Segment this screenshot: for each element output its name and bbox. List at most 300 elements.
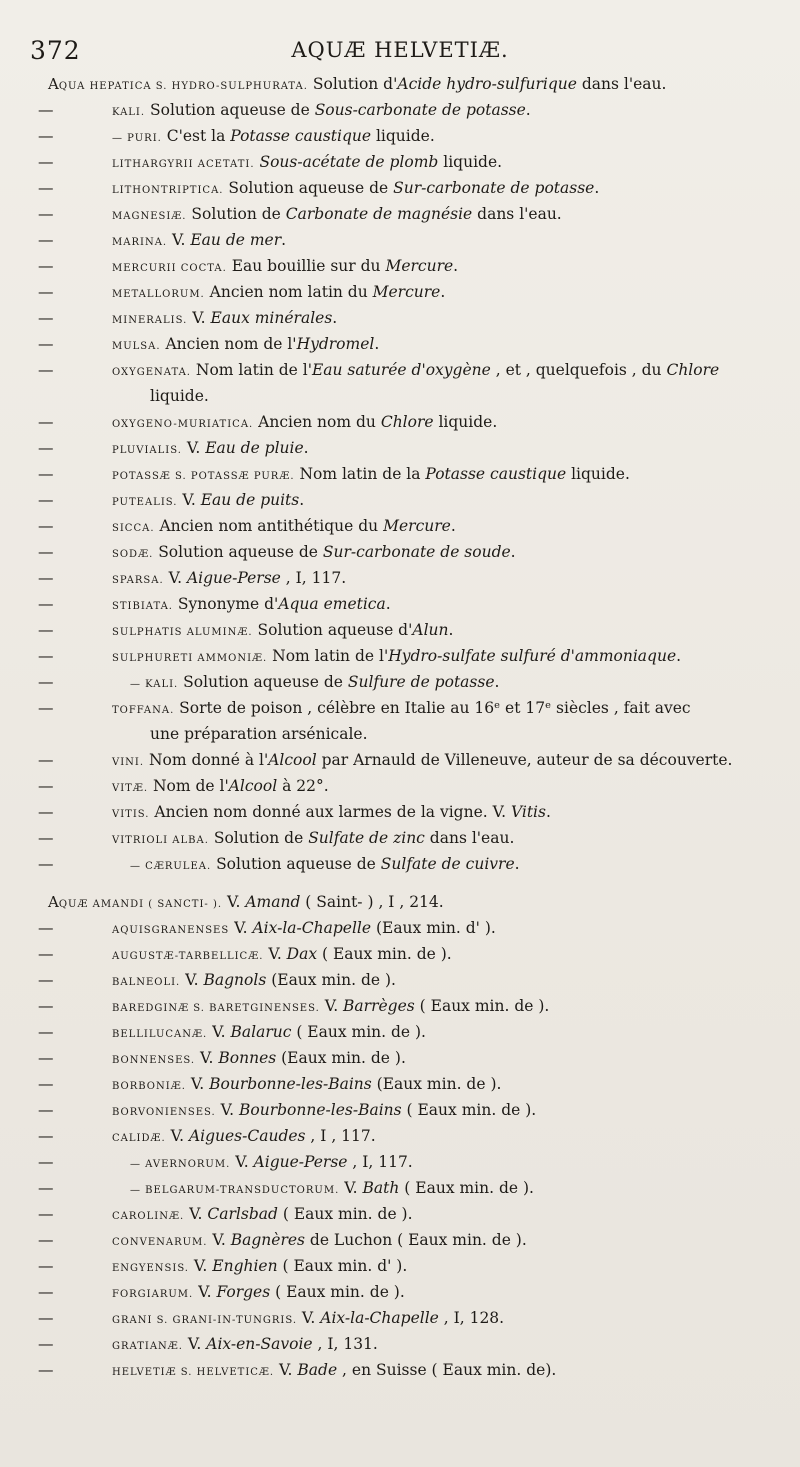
definition-tail: ( Eaux min. de ). — [401, 1101, 537, 1119]
entry-text — [112, 123, 435, 152]
entry-dash: — — [38, 205, 54, 223]
entry-line — [0, 1201, 800, 1227]
headword: GRATIANÆ. — [112, 1341, 183, 1352]
definition-tail: , et , quelquefois , du — [490, 361, 667, 379]
reference-term: Balaruc — [230, 1023, 292, 1041]
entry-text — [112, 1123, 376, 1152]
entry-line — [0, 915, 800, 941]
reference-term: Aigue-Perse — [186, 569, 281, 587]
entry-line — [0, 941, 800, 967]
reference-term: Mercure — [372, 283, 441, 301]
definition-tail: . — [594, 179, 600, 197]
entry-text — [112, 617, 453, 646]
entry-text — [112, 1227, 527, 1256]
entry-text — [112, 435, 309, 464]
entry-line — [0, 591, 800, 617]
definition-text: V. — [177, 491, 201, 509]
definition-text: Solution aqueuse d' — [252, 621, 413, 639]
definition-tail: ( Eaux min. de ). — [291, 1023, 426, 1041]
entry-dash: — — [38, 945, 54, 963]
headword: LITHARGYRII ACETATI. — [112, 159, 255, 170]
headword: OXYGENATA. — [112, 367, 191, 378]
entry-dash: — — [38, 1231, 54, 1249]
definition-tail: . — [545, 803, 551, 821]
entry-text — [130, 669, 499, 698]
entry-dash: — — [38, 919, 54, 937]
headword: VITRIOLI ALBA. — [112, 835, 209, 846]
reference-term: Bonnes — [218, 1049, 277, 1067]
headword: BONNENSES. — [112, 1055, 196, 1066]
headword-smallcaps: QUA — [58, 81, 86, 92]
entry-text — [112, 539, 516, 568]
entry-dash: — — [38, 413, 54, 431]
headword: GRANI S. GRANI-IN-TUNGRIS. — [112, 1315, 297, 1326]
reference-term: Eaux minérales — [210, 309, 333, 327]
reference-term: Mercure — [383, 517, 451, 535]
entry-text — [130, 1149, 413, 1178]
headword: BORBONIÆ. — [112, 1081, 186, 1092]
entry-line — [0, 851, 800, 877]
headword: VITIS. — [112, 809, 150, 820]
entry-line — [0, 643, 800, 669]
entry-dash: — — [38, 647, 54, 665]
definition-text: Nom latin de l' — [267, 647, 389, 665]
entry-text — [112, 97, 531, 126]
entry-line — [0, 1123, 800, 1149]
headword-initial: A — [48, 75, 59, 93]
definition-tail: . — [525, 101, 531, 119]
entry-line — [0, 1071, 800, 1097]
entry-text — [150, 383, 209, 409]
definition-text: V. — [167, 231, 191, 249]
entry-text — [112, 695, 691, 724]
headword: VITÆ. — [112, 783, 149, 794]
definition-text: Ancien nom du — [253, 413, 381, 431]
entry-line — [0, 253, 800, 279]
reference-term: Sulfate de zinc — [308, 829, 425, 847]
definition-tail: . — [374, 335, 380, 353]
reference-term: Aigue-Perse — [253, 1153, 348, 1171]
entry-text — [112, 993, 549, 1022]
entry-dash: — — [38, 101, 54, 119]
reference-term: Mercure — [385, 257, 454, 275]
entry-text — [112, 1071, 501, 1100]
headword: SODÆ. — [112, 549, 154, 560]
reference-term: Acide hydro-sulfurique — [397, 75, 577, 93]
entry-text — [112, 747, 732, 776]
entry-text — [112, 941, 452, 970]
definition-tail: dans l'eau. — [472, 205, 562, 223]
definition-text: V. — [193, 1283, 217, 1301]
entry-line — [0, 149, 800, 175]
definition-tail: . — [453, 257, 459, 275]
headword: — KALI. — [130, 679, 179, 690]
definition-text: V. — [163, 569, 187, 587]
headword-smallcaps: QUÆ — [58, 899, 89, 910]
headword: HELVETIÆ S. HELVETICÆ. — [112, 1367, 275, 1378]
entry-line — [0, 993, 800, 1019]
definition-tail: par Arnauld de Villeneuve, auteur de sa découverte. — [316, 751, 733, 769]
definition-text: Solution de — [186, 205, 286, 223]
page-number: 372 — [30, 36, 81, 65]
entry-line — [0, 487, 800, 513]
headword: BALNEOLI. — [112, 977, 181, 988]
entry-dash: — — [38, 1335, 54, 1353]
entry-text — [112, 1305, 504, 1334]
headword: STIBIATA. — [112, 601, 173, 612]
entry-dash: — — [38, 309, 54, 327]
entry-text — [112, 1019, 426, 1048]
headword: — BELGARUM-TRANSDUCTORUM. — [130, 1185, 340, 1196]
reference-term: Bagnols — [203, 971, 267, 989]
entry-line — [0, 123, 800, 149]
headword: CAROLINÆ. — [112, 1211, 185, 1222]
reference-term: Bagnères — [230, 1231, 305, 1249]
reference-term: Eau de mer — [190, 231, 282, 249]
definition-text: Solution aqueuse de — [153, 543, 323, 561]
entry-dash: — — [38, 283, 54, 301]
definition-tail: , I , 117. — [305, 1127, 376, 1145]
entry-dash: — — [38, 829, 54, 847]
definition-text: V. — [339, 1179, 363, 1197]
reference-term: Aix-la-Chapelle — [320, 1309, 439, 1327]
entry-text — [112, 253, 458, 282]
definition-tail: . — [385, 595, 391, 613]
definition-text: V. — [230, 1153, 254, 1171]
entry-line — [0, 331, 800, 357]
headword: PLUVIALIS. — [112, 445, 182, 456]
reference-term: Sous-carbonate de potasse — [314, 101, 526, 119]
headword: MULSA. — [112, 341, 161, 352]
entry-text — [112, 279, 445, 308]
definition-tail: liquide. — [566, 465, 630, 483]
headword: — AVERNORUM. — [130, 1159, 231, 1170]
entry-text — [112, 1279, 405, 1308]
definition-text: V. — [207, 1231, 231, 1249]
definition-text: V. — [222, 893, 246, 911]
entry-dash: — — [38, 543, 54, 561]
headword: AQUISGRANENSES — [112, 925, 230, 936]
entry-line — [0, 1279, 800, 1305]
entry-line — [0, 565, 800, 591]
definition-tail: (Eaux min. de ). — [266, 971, 396, 989]
definition-tail: (Eaux min. d' ). — [371, 919, 496, 937]
headword: MERCURII COCTA. — [112, 263, 227, 274]
entry-text — [130, 851, 520, 880]
entry-line — [0, 97, 800, 123]
entry-line — [0, 669, 800, 695]
entry-text — [112, 461, 630, 490]
definition-text: Solution de — [208, 829, 309, 847]
entry-dash: — — [38, 673, 54, 691]
reference-term: Sulfure de potasse — [347, 673, 495, 691]
reference-term: Potasse caustique — [230, 127, 372, 145]
reference-term: Eau de puits — [200, 491, 300, 509]
entry-text — [112, 591, 391, 620]
definition-tail: . — [303, 439, 309, 457]
reference-term: Sulfate de cuivre — [380, 855, 515, 873]
entry-line — [0, 799, 800, 825]
entry-dash: — — [38, 1309, 54, 1327]
headword: FORGIARUM. — [112, 1289, 194, 1300]
headword: KALI. — [112, 107, 146, 118]
entry-line — [0, 539, 800, 565]
entry-text — [112, 357, 719, 386]
reference-term: Aix-la-Chapelle — [252, 919, 372, 937]
entry-dash: — — [38, 699, 54, 717]
entry-dash: — — [38, 517, 54, 535]
entry-dash: — — [38, 621, 54, 639]
entry-text — [130, 1175, 534, 1204]
entry-line — [0, 1045, 800, 1071]
entry-line — [0, 1175, 800, 1201]
reference-term: Alcool — [268, 751, 317, 769]
entry-text — [112, 331, 379, 360]
definition-tail: à 22°. — [277, 777, 329, 795]
entry-line — [0, 201, 800, 227]
definition-tail: ( Eaux min. de ). — [277, 1205, 413, 1223]
headword: PUTEALIS. — [112, 497, 178, 508]
definition-tail: . — [510, 543, 516, 561]
headword: CALIDÆ. — [112, 1133, 166, 1144]
entry-dash: — — [38, 361, 54, 379]
reference-term: Sous-acétate de plomb — [259, 153, 439, 171]
entry-line — [0, 1227, 800, 1253]
entry-dash: — — [38, 1361, 54, 1379]
reference-term: Chlore — [666, 361, 720, 379]
entry-dash: — — [38, 179, 54, 197]
headword: MARINA. — [112, 237, 168, 248]
entry-text — [112, 565, 346, 594]
headword: — PURI. — [112, 133, 162, 144]
entry-text — [112, 799, 551, 828]
headword: MINERALIS. — [112, 315, 188, 326]
reference-term: Amand — [245, 893, 301, 911]
definition-tail: ( Eaux min. d' ). — [277, 1257, 408, 1275]
definition-text: Eau bouillie sur du — [226, 257, 386, 275]
entry-text — [112, 1253, 407, 1282]
continuation-text: liquide. — [150, 387, 209, 405]
entry-line — [0, 773, 800, 799]
definition-tail: (Eaux min. de ). — [371, 1075, 502, 1093]
entry-dash: — — [38, 491, 54, 509]
entry-dash: — — [38, 257, 54, 275]
reference-term: Bourbonne-les-Bains — [209, 1075, 372, 1093]
entry-dash: — — [38, 997, 54, 1015]
definition-text: Solution d' — [307, 75, 398, 93]
definition-tail: . — [448, 621, 454, 639]
definition-tail: . — [514, 855, 520, 873]
entry-text — [112, 1045, 406, 1074]
entry-text — [112, 409, 497, 438]
entry-line — [0, 175, 800, 201]
entry-text — [112, 1097, 536, 1126]
entry-dash: — — [38, 1283, 54, 1301]
entry-dash: — — [38, 1179, 54, 1197]
definition-text: V. — [185, 1075, 210, 1093]
entry-dash: — — [38, 231, 54, 249]
entry-line — [0, 279, 800, 305]
reference-term: Hydro-sulfate sulfuré d'ammoniaque — [388, 647, 677, 665]
entry-dash: — — [38, 751, 54, 769]
definition-text: Sorte de poison , célèbre en Italie au 16ᵉ et 17ᵉ siècles , fait avec — [174, 699, 691, 717]
entry-dash: — — [38, 127, 54, 145]
reference-term: Dax — [286, 945, 318, 963]
entry-line — [0, 1305, 800, 1331]
definition-tail: . — [676, 647, 682, 665]
headword: — CÆRULEA. — [130, 861, 212, 872]
definition-tail: . — [450, 517, 456, 535]
entry-line — [0, 1331, 800, 1357]
headword: SICCA. — [112, 523, 155, 534]
headword: AMANDI ( SANCTI- ). — [88, 899, 223, 910]
entry-text — [112, 227, 286, 256]
dictionary-entries — [0, 71, 800, 1383]
definition-tail: ( Eaux min. de ). — [270, 1283, 405, 1301]
definition-tail: , I, 131. — [312, 1335, 378, 1353]
entry-text — [112, 1201, 413, 1230]
entry-dash: — — [38, 595, 54, 613]
reference-term: Eau saturée d'oxygène — [311, 361, 491, 379]
definition-tail: ( Eaux min. de ). — [399, 1179, 534, 1197]
headword: TOFFANA. — [112, 705, 175, 716]
definition-tail: ( Saint- ) , I , 214. — [300, 893, 444, 911]
reference-term: Enghien — [212, 1257, 278, 1275]
entry-text — [48, 889, 444, 918]
definition-text: Solution aqueuse de — [178, 673, 348, 691]
headword: SULPHURETI AMMONIÆ. — [112, 653, 268, 664]
definition-text: V. — [319, 997, 344, 1015]
entry-line — [0, 967, 800, 993]
definition-text: Ancien nom latin du — [204, 283, 373, 301]
headword: BAREDGINÆ S. BARETGINENSES. — [112, 1003, 320, 1014]
entry-line — [0, 227, 800, 253]
entry-line — [0, 305, 800, 331]
reference-term: Forges — [216, 1283, 271, 1301]
definition-text: V. — [195, 1049, 219, 1067]
entry-text — [112, 825, 514, 854]
entry-line — [0, 383, 800, 409]
definition-text: Nom de l' — [148, 777, 229, 795]
entry-line — [0, 721, 800, 747]
entry-line — [0, 1097, 800, 1123]
entry-line — [0, 1357, 800, 1383]
reference-term: Potasse caustique — [425, 465, 567, 483]
definition-tail: liquide. — [438, 153, 503, 171]
entry-dash: — — [38, 439, 54, 457]
headword: SULPHATIS ALUMINÆ. — [112, 627, 253, 638]
entry-text — [112, 305, 337, 334]
entry-text — [112, 1357, 556, 1386]
headword: HEPATICA S. HYDRO-SULPHURATA. — [85, 81, 308, 92]
headword: AUGUSTÆ-TARBELLICÆ. — [112, 951, 264, 962]
entry-text — [48, 71, 666, 100]
entry-dash: — — [38, 1257, 54, 1275]
definition-tail: de Luchon ( Eaux min. de ). — [304, 1231, 527, 1249]
definition-tail: . — [332, 309, 338, 327]
definition-text: V. — [207, 1023, 231, 1041]
reference-term: Bade — [297, 1361, 338, 1379]
headword: MAGNESIÆ. — [112, 211, 187, 222]
reference-term: Hydromel — [296, 335, 375, 353]
entry-dash: — — [38, 153, 54, 171]
definition-text: V. — [297, 1309, 321, 1327]
definition-tail: . — [440, 283, 446, 301]
definition-text: V. — [215, 1101, 239, 1119]
reference-term: Chlore — [380, 413, 434, 431]
definition-tail: . — [494, 673, 500, 691]
reference-term: Barrèges — [343, 997, 415, 1015]
definition-text: Synonyme d' — [172, 595, 279, 613]
entry-dash: — — [38, 1101, 54, 1119]
definition-text: Ancien nom de l' — [160, 335, 297, 353]
definition-tail: , I, 117. — [280, 569, 347, 587]
reference-term: Sur-carbonate de potasse — [393, 179, 595, 197]
definition-text: V. — [263, 945, 287, 963]
definition-text: V. — [165, 1127, 189, 1145]
entry-line — [0, 435, 800, 461]
definition-tail: dans l'eau. — [576, 75, 667, 93]
definition-text: Solution aqueuse de — [211, 855, 381, 873]
reference-term: Aigues-Caudes — [188, 1127, 306, 1145]
entry-dash: — — [38, 1205, 54, 1223]
definition-tail: ( Eaux min. de ). — [414, 997, 550, 1015]
entry-dash: — — [38, 855, 54, 873]
reference-term: Vitis — [510, 803, 546, 821]
definition-tail: , I, 128. — [438, 1309, 505, 1327]
entry-text — [112, 773, 329, 802]
entry-dash: — — [38, 335, 54, 353]
entry-line — [0, 825, 800, 851]
headword: SPARSA. — [112, 575, 164, 586]
definition-text: V. — [189, 1257, 213, 1275]
entry-dash: — — [38, 1127, 54, 1145]
reference-term: Carbonate de magnésie — [285, 205, 473, 223]
entry-line — [0, 695, 800, 721]
headword: VINI. — [112, 757, 145, 768]
headword: ENGYENSIS. — [112, 1263, 189, 1274]
definition-tail: . — [299, 491, 305, 509]
reference-term: Alcool — [228, 777, 278, 795]
entry-line — [0, 1019, 800, 1045]
definition-text: V. — [229, 919, 253, 937]
reference-term: Aix-en-Savoie — [206, 1335, 313, 1353]
entry-line — [0, 889, 800, 915]
definition-text: V. — [274, 1361, 298, 1379]
definition-text: Solution aqueuse de — [145, 101, 315, 119]
definition-text: Ancien nom donné aux larmes de la vigne. V. — [149, 803, 511, 821]
entry-text — [112, 643, 681, 672]
entry-dash: — — [38, 465, 54, 483]
reference-term: Eau de pluie — [205, 439, 304, 457]
entry-line — [0, 357, 800, 383]
headword: BELLILUCANÆ. — [112, 1029, 208, 1040]
definition-text: V. — [181, 439, 206, 457]
entry-line — [0, 461, 800, 487]
entry-dash: — — [38, 777, 54, 795]
entry-text — [112, 487, 304, 516]
page-header — [0, 30, 800, 70]
entry-line — [0, 617, 800, 643]
entry-text — [112, 967, 396, 996]
entry-text — [112, 1331, 378, 1360]
continuation-text: une préparation arsénicale. — [150, 725, 368, 743]
definition-tail: liquide. — [433, 413, 498, 431]
headword: METALLORUM. — [112, 289, 205, 300]
entry-dash: — — [38, 1023, 54, 1041]
entry-dash: — — [38, 1049, 54, 1067]
definition-text: V. — [187, 309, 211, 327]
